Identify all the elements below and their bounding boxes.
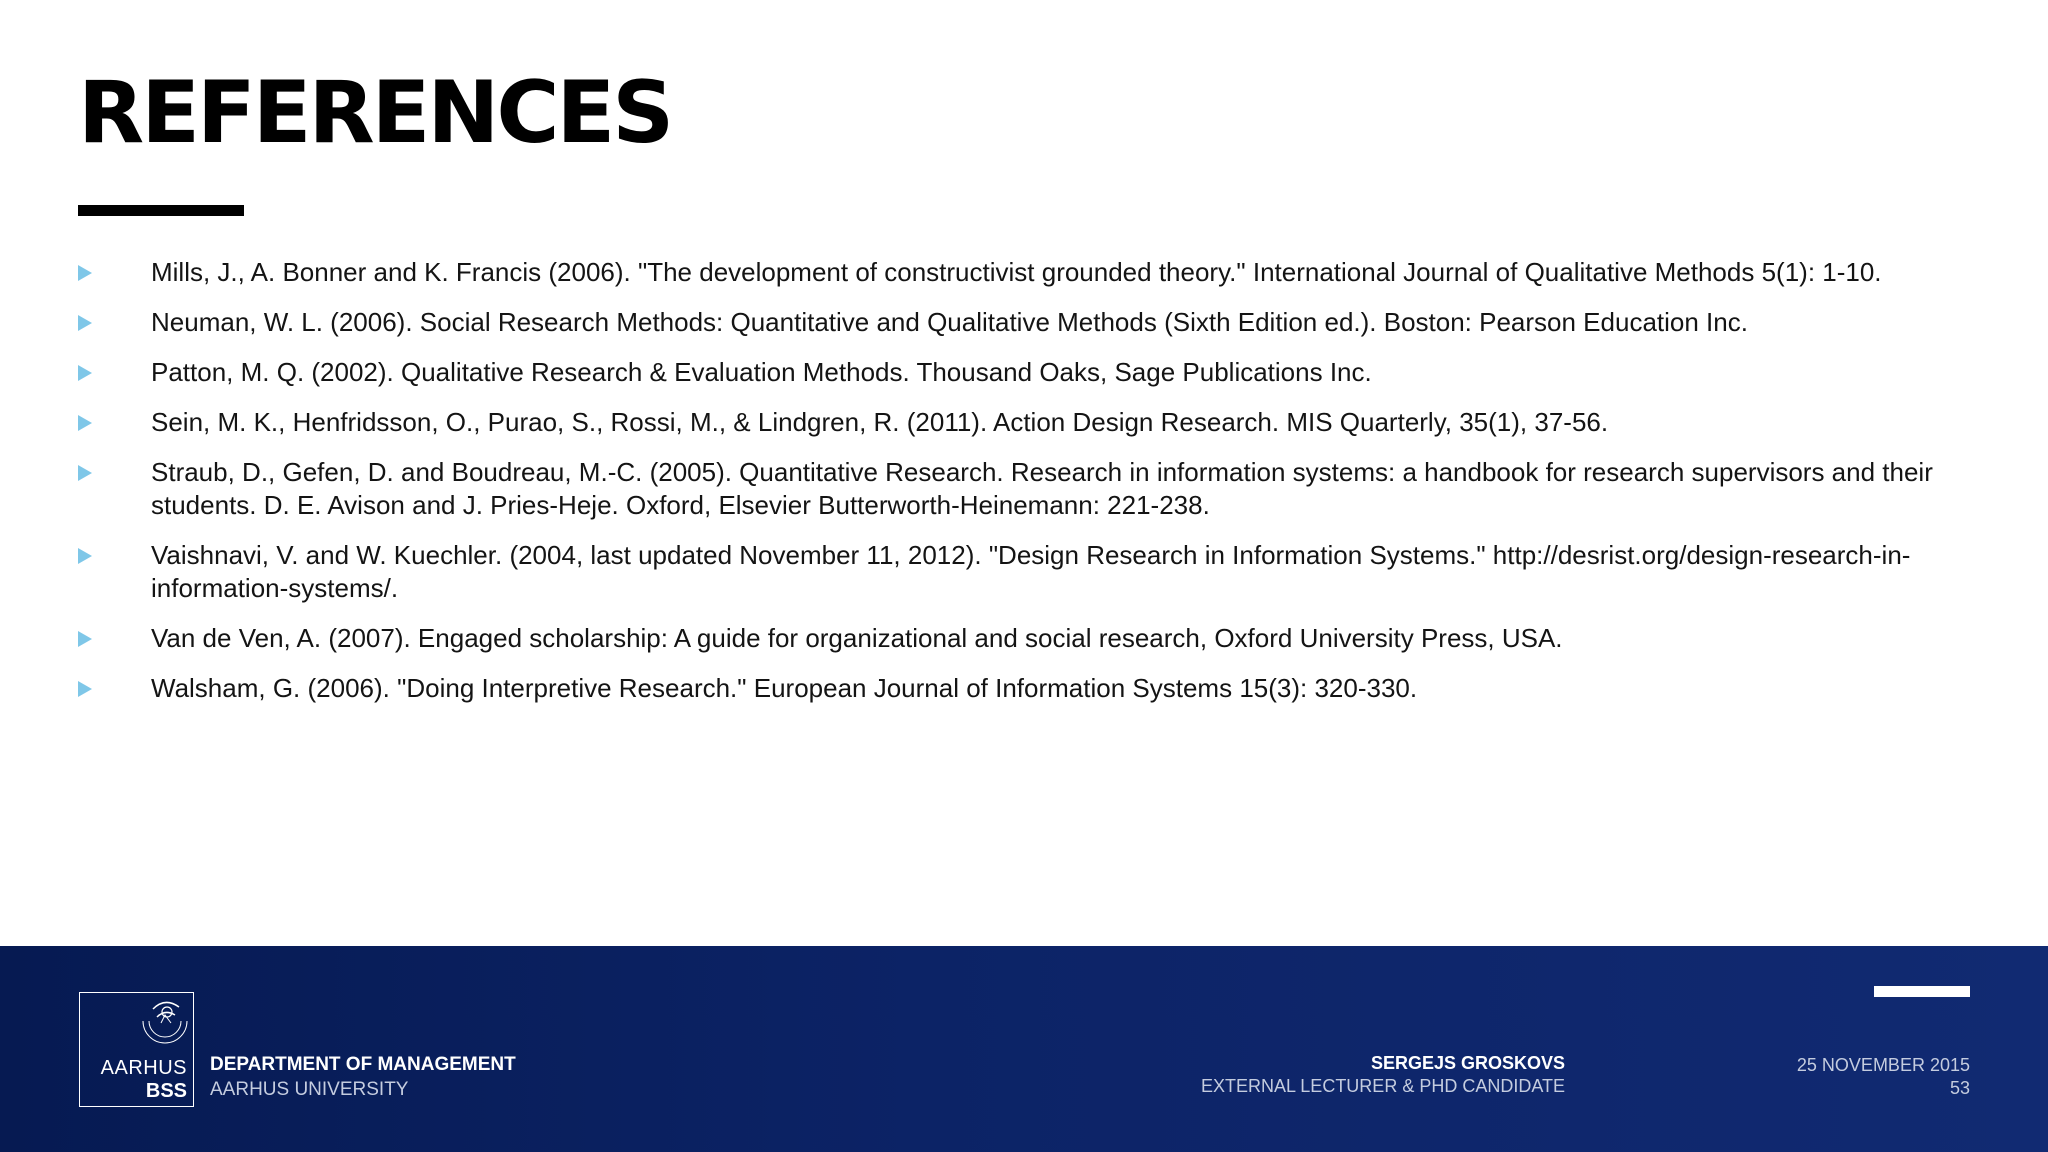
- reference-item: [78, 539, 1990, 605]
- reference-item: [78, 672, 1990, 705]
- reference-item: [78, 356, 1990, 389]
- reference-text: Neuman, W. L. (2006). Social Research Methods: Quantitative and Qualitative Methods (Sixth Edition ed.). Boston: Pearson Education Inc.: [151, 307, 1748, 337]
- presenter-name: SERGEJS GROSKOVS: [1370, 1053, 1565, 1073]
- bullet-icon: [78, 315, 92, 331]
- department-name: DEPARTMENT OF MANAGEMENT: [210, 1054, 516, 1075]
- bullet-icon: [78, 415, 92, 431]
- reference-item: [78, 406, 1990, 439]
- university-name: AARHUS UNIVERSITY: [210, 1079, 409, 1100]
- page-number: 53: [1949, 1078, 1970, 1098]
- presenter-role: EXTERNAL LECTURER & PHD CANDIDATE: [1200, 1076, 1565, 1096]
- reference-text: Sein, M. K., Henfridsson, O., Purao, S., Rossi, M., & Lindgren, R. (2011). Action Design Research. MIS Quarterly, 35(1), 37-56.: [151, 407, 1609, 437]
- reference-text: Van de Ven, A. (2007). Engaged scholarship: A guide for organizational and social research, Oxford University Press, USA.: [151, 623, 1563, 653]
- reference-item: [78, 622, 1990, 655]
- logo-text-bss: BSS: [145, 1080, 187, 1102]
- reference-list: [78, 256, 1990, 722]
- bullet-icon: [78, 465, 92, 481]
- bullet-icon: [78, 681, 92, 697]
- reference-text: Straub, D., Gefen, D. and Boudreau, M.-C. (2005). Quantitative Research. Research in information systems: a handbook for research supervisors and their students. D. E. Avison and J. Pries-Heje. Oxford, Elsevier Butterworth-Heinemann: 221-238.: [151, 457, 1933, 520]
- bullet-icon: [78, 631, 92, 647]
- bullet-icon: [78, 365, 92, 381]
- reference-item: [78, 256, 1990, 289]
- reference-item: [78, 456, 1990, 522]
- reference-text: Mills, J., A. Bonner and K. Francis (2006). "The development of constructivist grounded theory." International Journal of Qualitative Methods 5(1): 1-10.: [151, 257, 1882, 287]
- bullet-icon: [78, 548, 92, 564]
- logo-text-aarhus: AARHUS: [100, 1057, 187, 1079]
- slide-title: REFERENCES: [78, 63, 672, 163]
- aarhus-bss-logo: [79, 992, 194, 1107]
- reference-text: Walsham, G. (2006). "Doing Interpretive Research." European Journal of Information Systems 15(3): 320-330.: [151, 673, 1418, 703]
- bullet-icon: [78, 265, 92, 281]
- presentation-date: 25 NOVEMBER 2015: [1796, 1055, 1970, 1075]
- reference-text: Patton, M. Q. (2002). Qualitative Research & Evaluation Methods. Thousand Oaks, Sage Publications Inc.: [151, 357, 1372, 387]
- reference-text: Vaishnavi, V. and W. Kuechler. (2004, last updated November 11, 2012). "Design Research in Information Systems." http://desrist.org/design-research-in-information-systems/.: [151, 540, 1911, 603]
- footer-accent-bar: [1874, 986, 1970, 997]
- slide-footer: [0, 946, 2048, 1152]
- title-underline: [78, 205, 244, 216]
- reference-item: [78, 306, 1990, 339]
- university-seal-icon: [139, 995, 191, 1047]
